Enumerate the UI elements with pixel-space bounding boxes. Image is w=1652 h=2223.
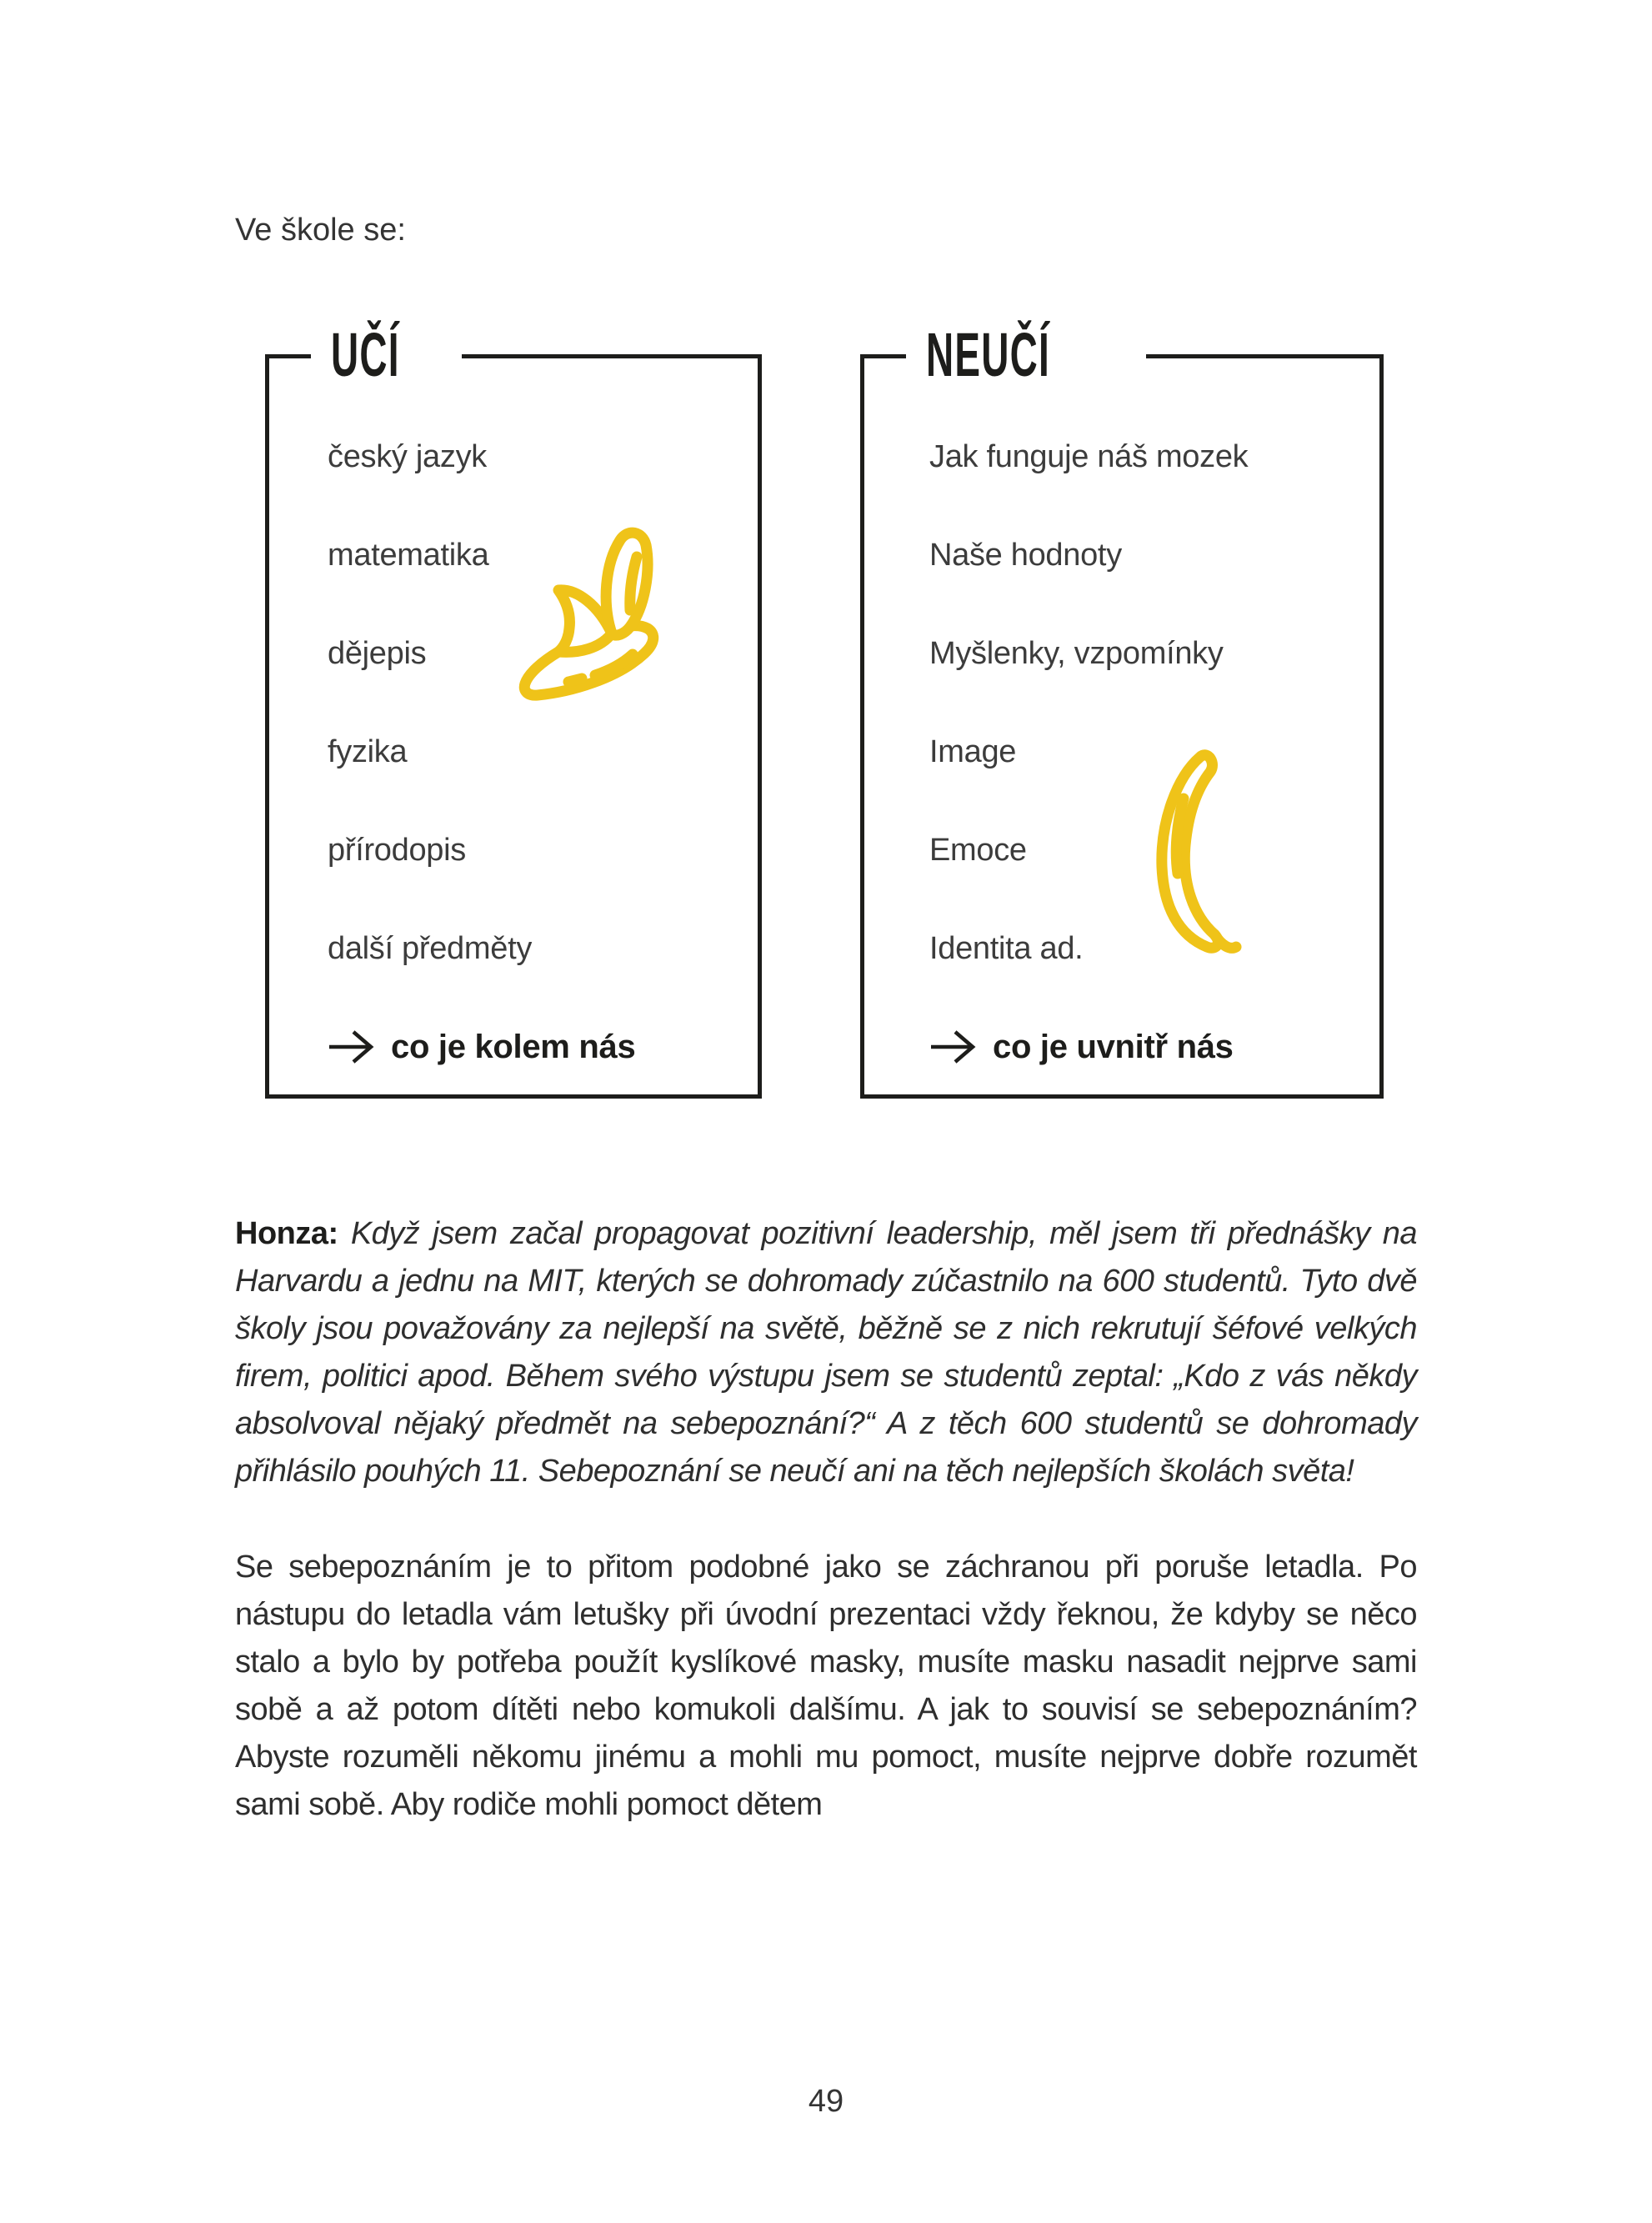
banana-icon [1130, 747, 1242, 965]
list-item: Naše hodnoty [929, 538, 1122, 573]
paragraph-text: Když jsem začal propagovat pozitivní leadership, měl jsem tři přednášky na Harvardu a jednu na MIT, kterých se dohromady zúčastnilo na 600 studentů. Tyto dvě školy jsou považovány za nejlepší na světě, běžně se z nich rekrutují šéfové velkých firem, politici apod. Během svého výstupu jsem se studentů zeptal: „Kdo z vás někdy absolvoval nějaký předmět na sebepoznání?“ A z těch 600 studentů se dohromady přihlásilo pouhých 11. Sebepoznání se neučí ani na těch nejlepších školách světa! [235, 1216, 1418, 1489]
box-content [269, 358, 758, 1096]
paragraph-text: Se sebepoznáním je to přitom podobné jako se záchranou při poruše letadla. Po nástupu do letadla vám letušky při úvodní prezentaci vždy řeknou, že kdyby se něco stalo a bylo by potřeba použít kyslíkové masky, musíte masku nasadit nejprve sami sobě a až potom dítěti nebo komukoli dalšímu. A jak to souvisí se sebepoznáním? Abyste rozuměli někomu jinému a mohli mu pomoct, musíte nejprve dobře rozumět sami sobě. Aby rodiče mohli pomoct dětem [235, 1550, 1417, 1822]
list-item: další předměty [328, 931, 533, 966]
list-item: Jak funguje náš mozek [929, 439, 1249, 474]
box-title-wrap [906, 320, 1146, 390]
conclusion-label: co je uvnitř nás [993, 1029, 1234, 1065]
conclusion-row [929, 998, 1379, 1096]
list-item: fyzika [328, 734, 408, 769]
page-number: 49 [808, 2084, 844, 2119]
list-item: dějepis [328, 636, 427, 671]
box-title-neuci: NEUČÍ [926, 320, 1050, 389]
list-item: Myšlenky, vzpomínky [929, 636, 1224, 671]
intro-line: Ve škole se: [235, 213, 406, 248]
paragraph-honza [235, 1210, 1417, 1495]
list-item: matematika [328, 538, 489, 573]
arrow-right-icon [929, 1028, 978, 1066]
list-item: Identita ad. [929, 931, 1084, 966]
box-title-uci: UČÍ [331, 320, 400, 389]
speaker-label: Honza: [235, 1216, 338, 1251]
arrow-right-icon [328, 1028, 376, 1066]
paragraph-selfknowledge [235, 1544, 1417, 1829]
box-school-teaches [265, 320, 762, 1099]
list-item: přírodopis [328, 833, 466, 868]
list-item: Image [929, 734, 1017, 769]
conclusion-label: co je kolem nás [391, 1029, 636, 1065]
list-item: český jazyk [328, 439, 487, 474]
list-item: Emoce [929, 833, 1027, 868]
box-title-wrap [311, 320, 462, 390]
banana-peeled-icon [518, 527, 698, 707]
box-school-doesnt-teach [860, 320, 1384, 1099]
text-block [235, 1210, 1417, 1829]
box-content [864, 358, 1379, 1096]
conclusion-row [328, 998, 758, 1096]
